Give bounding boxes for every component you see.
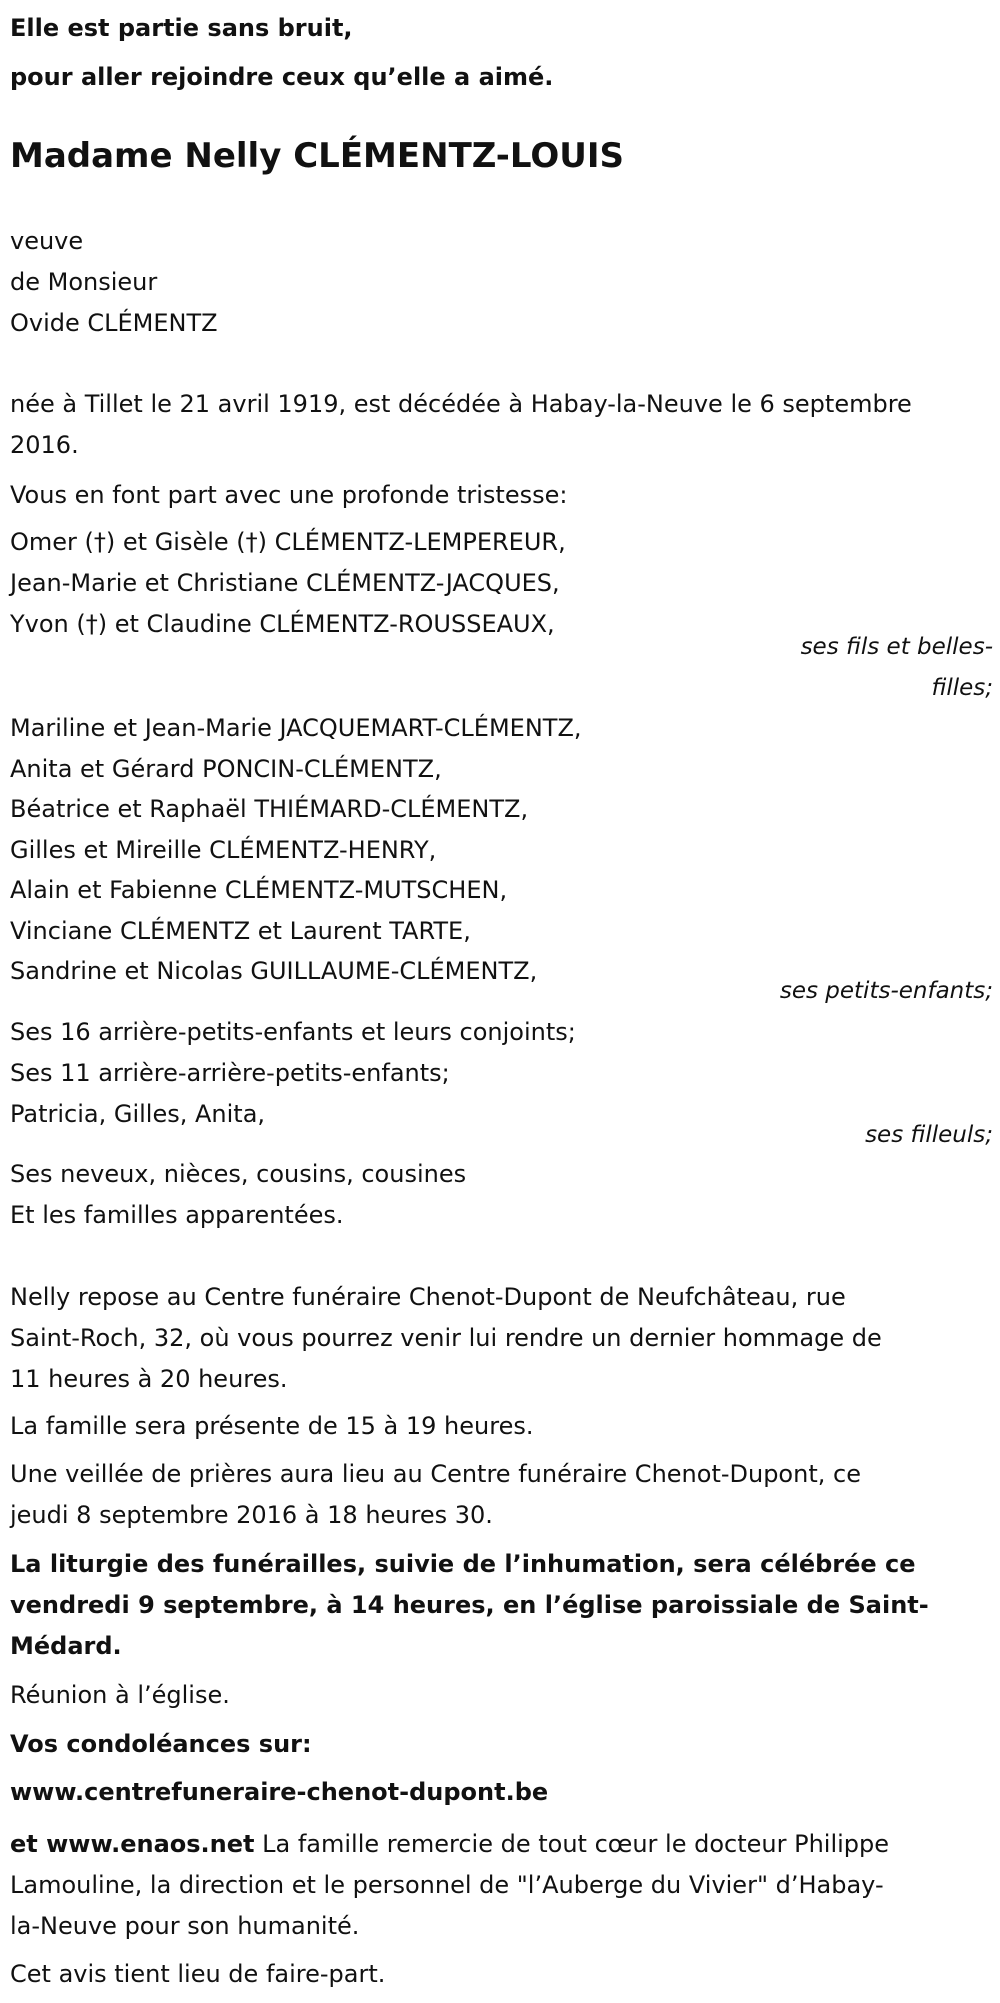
label-line: ses fils et belles- bbox=[800, 634, 993, 660]
list-item: Patricia, Gilles, Anita, bbox=[10, 1100, 266, 1128]
thanks-paragraph bbox=[10, 1824, 992, 1947]
godchildren-label: ses filleuls; bbox=[865, 1122, 993, 1148]
text-line: Nelly repose au Centre funéraire Chenot-Dupont de Neufchâteau, rue bbox=[10, 1283, 846, 1311]
text-line: Médard. bbox=[10, 1632, 122, 1660]
text-line: La liturgie des funérailles, suivie de l’inhumation, sera célébrée ce bbox=[10, 1550, 916, 1578]
text-line: jeudi 8 septembre 2016 à 18 heures 30. bbox=[10, 1501, 493, 1529]
list-item: Vinciane CLÉMENTZ et Laurent TARTE, bbox=[10, 916, 471, 945]
family-presence: La famille sera présente de 15 à 19 heures. bbox=[10, 1412, 534, 1440]
list-item: Sandrine et Nicolas GUILLAUME-CLÉMENTZ, bbox=[10, 957, 538, 985]
text-line: Une veillée de prières aura lieu au Centre funéraire Chenot-Dupont, ce bbox=[10, 1460, 861, 1488]
spouse-line: de Monsieur bbox=[10, 268, 158, 296]
text-line: vendredi 9 septembre, à 14 heures, en l’église paroissiale de Saint- bbox=[10, 1591, 929, 1619]
spouse-block bbox=[10, 221, 992, 344]
list-item: Alain et Fabienne CLÉMENTZ-MUTSCHEN, bbox=[10, 876, 508, 904]
spouse-line: Ovide CLÉMENTZ bbox=[10, 309, 218, 337]
list-item: Béatrice et Raphaël THIÉMARD-CLÉMENTZ, bbox=[10, 795, 529, 823]
closing-note: Cet avis tient lieu de faire-part. bbox=[10, 1960, 386, 1988]
text-line: 2016. bbox=[10, 431, 79, 459]
funeral-liturgy bbox=[10, 1544, 992, 1667]
birth-death-info bbox=[10, 384, 992, 466]
condolences-link-centrefuneraire[interactable]: www.centrefuneraire-chenot-dupont.be bbox=[10, 1778, 549, 1806]
text-line: née à Tillet le 21 avril 1919, est décédée à Habay-la-Neuve le 6 septembre bbox=[10, 390, 912, 418]
list-item: Jean-Marie et Christiane CLÉMENTZ-JACQUES, bbox=[10, 569, 560, 597]
condolences-label: Vos condoléances sur: bbox=[10, 1730, 312, 1758]
deceased-name-title: Madame Nelly CLÉMENTZ-LOUIS bbox=[10, 136, 625, 176]
text-line: 11 heures à 20 heures. bbox=[10, 1365, 288, 1393]
extended-family bbox=[10, 1154, 992, 1236]
text-line: Saint-Roch, 32, où vous pourrez venir lui rendre un dernier hommage de bbox=[10, 1324, 882, 1352]
list-item: Ses 11 arrière-arrière-petits-enfants; bbox=[10, 1059, 450, 1087]
intro-verse bbox=[10, 8, 992, 98]
list-item: Ses 16 arrière-petits-enfants et leurs conjoints; bbox=[10, 1018, 576, 1046]
grandchildren-list bbox=[10, 708, 992, 992]
visitation-info bbox=[10, 1277, 992, 1400]
intro-line: Elle est partie sans bruit, bbox=[10, 14, 353, 42]
intro-line: pour aller rejoindre ceux qu’elle a aimé. bbox=[10, 63, 554, 91]
list-item: Mariline et Jean-Marie JACQUEMART-CLÉMENTZ, bbox=[10, 714, 582, 742]
list-item: Yvon (†) et Claudine CLÉMENTZ-ROUSSEAUX, bbox=[10, 610, 555, 638]
grandchildren-label: ses petits-enfants; bbox=[779, 978, 993, 1004]
list-item: Omer (†) et Gisèle (†) CLÉMENTZ-LEMPEREUR, bbox=[10, 528, 566, 556]
condolences-link-enaos[interactable]: et www.enaos.net bbox=[10, 1830, 255, 1858]
list-item: Et les familles apparentées. bbox=[10, 1201, 344, 1229]
announcement: Vous en font part avec une profonde tristesse: bbox=[10, 481, 568, 509]
list-item: Anita et Gérard PONCIN-CLÉMENTZ, bbox=[10, 754, 442, 783]
vigil-info bbox=[10, 1454, 992, 1536]
thanks-text: La famille remercie de tout cœur le docteur Philippe bbox=[254, 1830, 890, 1858]
sons-label bbox=[793, 627, 993, 709]
meeting-place: Réunion à l’église. bbox=[10, 1681, 230, 1709]
label-line: filles; bbox=[931, 675, 993, 701]
list-item: Ses neveux, nièces, cousins, cousines bbox=[10, 1160, 467, 1188]
text-line: la-Neuve pour son humanité. bbox=[10, 1912, 360, 1940]
list-item: Gilles et Mireille CLÉMENTZ-HENRY, bbox=[10, 835, 437, 864]
spouse-line: veuve bbox=[10, 227, 84, 255]
text-line: Lamouline, la direction et le personnel de "l’Auberge du Vivier" d’Habay- bbox=[10, 1871, 884, 1899]
